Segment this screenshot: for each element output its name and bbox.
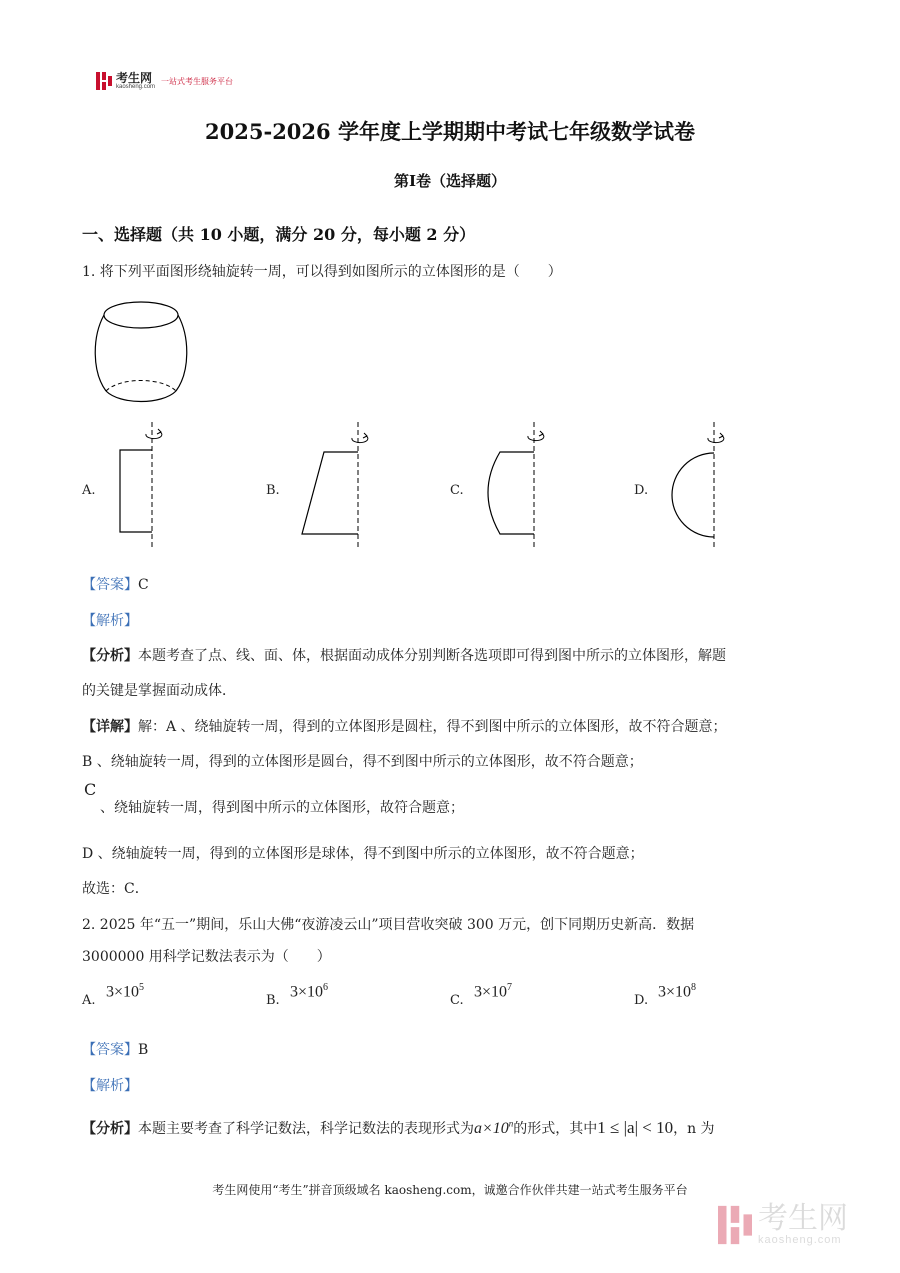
watermark-text-block <box>758 1201 848 1246</box>
q2-stem-line2: 3000000 用科学记数法表示为（ ） <box>82 949 331 965</box>
q2-fenxi-text: 本题主要考查了科学记数法，科学记数法的表现形式为 <box>138 1121 474 1137</box>
q2-option-b-label: B. <box>266 993 280 1008</box>
q2-option-d-value <box>658 982 696 1001</box>
q1-detail-c: 、绕轴旋转一周，得到图中所示的立体图形，故符合题意； <box>100 800 464 816</box>
watermark <box>718 1201 848 1246</box>
q2-option-a-exp: 5 <box>139 982 145 993</box>
q2-fenxi-formula-base: a×10 <box>474 1120 509 1137</box>
q2-answer-tag: 【答案】 <box>82 1042 138 1058</box>
q1-answer-value: C <box>138 577 149 593</box>
logo-slogan: 一站式考生服务平台 <box>161 76 234 86</box>
q1-option-a-figure <box>112 420 172 552</box>
q1-option-b-label: B. <box>266 483 280 498</box>
q1-answer-tag: 【答案】 <box>82 577 138 593</box>
page-footer: 考生网使用“考生”拼音顶级域名 kaosheng.com，诚邀合作伙伴共建一站式考生服务平台 <box>212 1183 688 1197</box>
q2-option-d-label: D. <box>634 993 649 1008</box>
q2-option-b-exp: 6 <box>323 982 329 993</box>
q2-option-a-label: A. <box>82 993 96 1008</box>
page-subtitle: 第Ⅰ卷（选择题） <box>393 172 507 190</box>
q1-option-d-label: D. <box>634 483 649 498</box>
q2-option-c-exp: 7 <box>507 982 513 993</box>
section-heading: 一、选择题（共 10 小题，满分 20 分，每小题 2 分） <box>82 225 476 244</box>
q2-option-c-label: C. <box>450 993 464 1008</box>
q1-detail <box>82 716 727 736</box>
q2-answer <box>82 1039 148 1059</box>
q2-answer-value: B <box>138 1042 149 1058</box>
watermark-logo-icon <box>718 1205 752 1245</box>
q1-option-c-figure <box>480 420 560 552</box>
q2-fenxi-mid: 的形式，其中 <box>513 1121 598 1137</box>
q1-detail-c-letter: C <box>84 780 97 799</box>
q1-xiangjie-tag: 【详解】 <box>82 719 138 735</box>
q2-fenxi-formula-exp: n <box>508 1118 514 1129</box>
q2-fenxi-end: ，n 为 <box>673 1121 715 1137</box>
q2-option-a-base: 3×10 <box>106 983 140 1001</box>
logo-domain: kaosheng.com <box>116 83 156 90</box>
q1-detail-d: D 、绕轴旋转一周，得到的立体图形是球体，得不到图中所示的立体图形，故不符合题意； <box>82 846 644 862</box>
q1-analysis-tag: 【解析】 <box>82 613 138 629</box>
q1-fenxi <box>82 645 726 665</box>
watermark-domain: kaosheng.com <box>758 1234 842 1246</box>
q1-conclusion: 故选：C． <box>82 881 149 897</box>
q2-option-d-exp: 8 <box>691 982 697 993</box>
q1-option-d-figure <box>664 420 744 552</box>
watermark-text: 考生网 <box>758 1201 848 1236</box>
q2-fenxi-formula <box>474 1120 513 1137</box>
logo-text-block <box>116 70 156 90</box>
q2-option-d-base: 3×10 <box>658 983 692 1001</box>
q2-option-b-base: 3×10 <box>290 983 324 1001</box>
q1-option-a-label: A. <box>82 483 96 498</box>
q1-fenxi-line2: 的关键是掌握面动成体． <box>82 683 236 699</box>
q1-answer <box>82 574 149 594</box>
header-logo <box>96 72 233 90</box>
q2-option-c-value <box>474 982 512 1001</box>
q2-option-a-value <box>106 982 144 1001</box>
q1-detail-b: B 、绕轴旋转一周，得到的立体图形是圆台，得不到图中所示的立体图形，故不符合题意； <box>82 754 643 770</box>
q1-option-c-label: C. <box>450 483 464 498</box>
q2-fenxi-range: 1 ≤ |a| < 10 <box>597 1118 674 1137</box>
q1-option-b-figure <box>296 420 376 552</box>
q2-option-c-base: 3×10 <box>474 983 508 1001</box>
kaosheng-logo-icon <box>96 72 112 90</box>
page-title: 2025-2026 学年度上学期期中考试七年级数学试卷 <box>205 119 695 144</box>
q2-option-b-value <box>290 982 328 1001</box>
q1-fenxi-tag: 【分析】 <box>82 648 138 664</box>
q1-detail-a: 解：A 、绕轴旋转一周，得到的立体图形是圆柱，得不到图中所示的立体图形，故不符合题意； <box>138 719 727 735</box>
logo-name: 考生网 <box>116 70 153 85</box>
q1-fenxi-line1: 本题考查了点、线、面、体，根据面动成体分别判断各选项即可得到图中所示的立体图形，解题 <box>138 648 726 664</box>
q2-fenxi <box>82 1118 715 1138</box>
q2-analysis-tag: 【解析】 <box>82 1078 138 1094</box>
q2-fenxi-tag: 【分析】 <box>82 1121 138 1137</box>
q1-solid-figure <box>90 292 200 408</box>
q1-stem: 1. 将下列平面图形绕轴旋转一周，可以得到如图所示的立体图形的是（ ） <box>82 264 562 280</box>
q2-stem-line1: 2. 2025 年“五一”期间，乐山大佛“夜游凌云山”项目营收突破 300 万元，创下同期历史新高．数据 <box>82 917 695 933</box>
